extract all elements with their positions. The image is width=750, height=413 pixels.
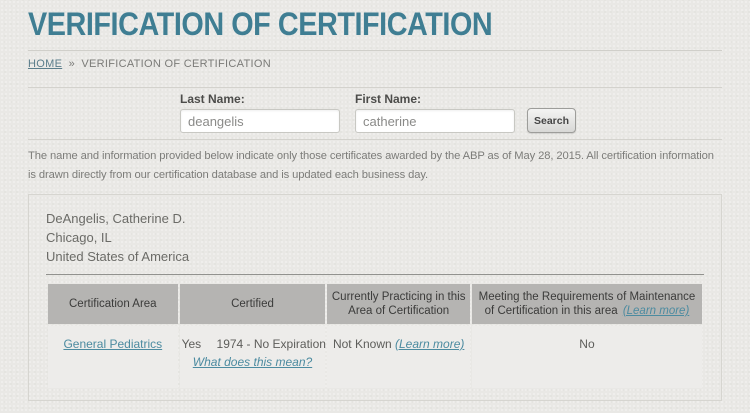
search-button[interactable]: Search: [527, 108, 576, 133]
cell-certified: [180, 326, 326, 388]
header-currently-practicing: Currently Practicing in this Area of Certification: [327, 284, 470, 324]
person-location: Chicago, IL: [46, 230, 112, 245]
first-name-label: First Name:: [355, 92, 422, 106]
certified-status-line: [182, 335, 324, 353]
page: [0, 6, 750, 401]
first-name-input[interactable]: [355, 109, 515, 133]
breadcrumb-current: VERIFICATION OF CERTIFICATION: [81, 58, 271, 70]
last-name-field-group: [180, 92, 340, 133]
breadcrumb-separator: »: [68, 58, 75, 70]
disclaimer-text: The name and information provided below indicate only those certificates awarded by the ABP as of May 28, 2015. All certification information is drawn directly from our certification database and is updated each business day.: [28, 150, 714, 181]
practicing-learn-more-link[interactable]: (Learn more): [395, 337, 465, 351]
result-divider: [46, 274, 704, 275]
breadcrumb: [28, 58, 722, 70]
last-name-input[interactable]: [180, 109, 340, 133]
general-pediatrics-link[interactable]: General Pediatrics: [63, 337, 163, 351]
cell-meeting-requirements: No: [472, 326, 702, 388]
cell-currently-practicing: [327, 326, 470, 388]
search-form: [28, 87, 722, 140]
header-certified: Certified: [180, 284, 326, 324]
header-divider: [28, 50, 722, 51]
page-title: VERIFICATION OF CERTIFICATION: [28, 6, 493, 42]
cell-certification-area: [48, 326, 178, 388]
person-name: DeAngelis, Catherine D.: [46, 211, 186, 226]
certified-detail: 1974 - No Expiration: [216, 337, 326, 351]
table-row: [48, 326, 702, 388]
header-certification-area: Certification Area: [48, 284, 178, 324]
practicing-status: Not Known: [332, 337, 392, 351]
first-name-field-group: [355, 92, 515, 133]
what-does-this-mean-link[interactable]: What does this mean?: [192, 355, 313, 369]
person-info: [46, 209, 704, 266]
person-country: United States of America: [46, 249, 190, 264]
header-meeting-requirements-text: Meeting the Requirements of Maintenance of Certification in this area: [478, 291, 696, 317]
certification-table: [46, 282, 704, 390]
header-meeting-requirements: [472, 284, 702, 324]
certified-status: Yes: [181, 337, 202, 351]
last-name-label: Last Name:: [180, 92, 245, 106]
breadcrumb-home-link[interactable]: HOME: [28, 58, 63, 70]
moc-learn-more-link[interactable]: (Learn more): [622, 305, 690, 317]
result-box: [28, 194, 722, 401]
table-header-row: [48, 284, 702, 324]
